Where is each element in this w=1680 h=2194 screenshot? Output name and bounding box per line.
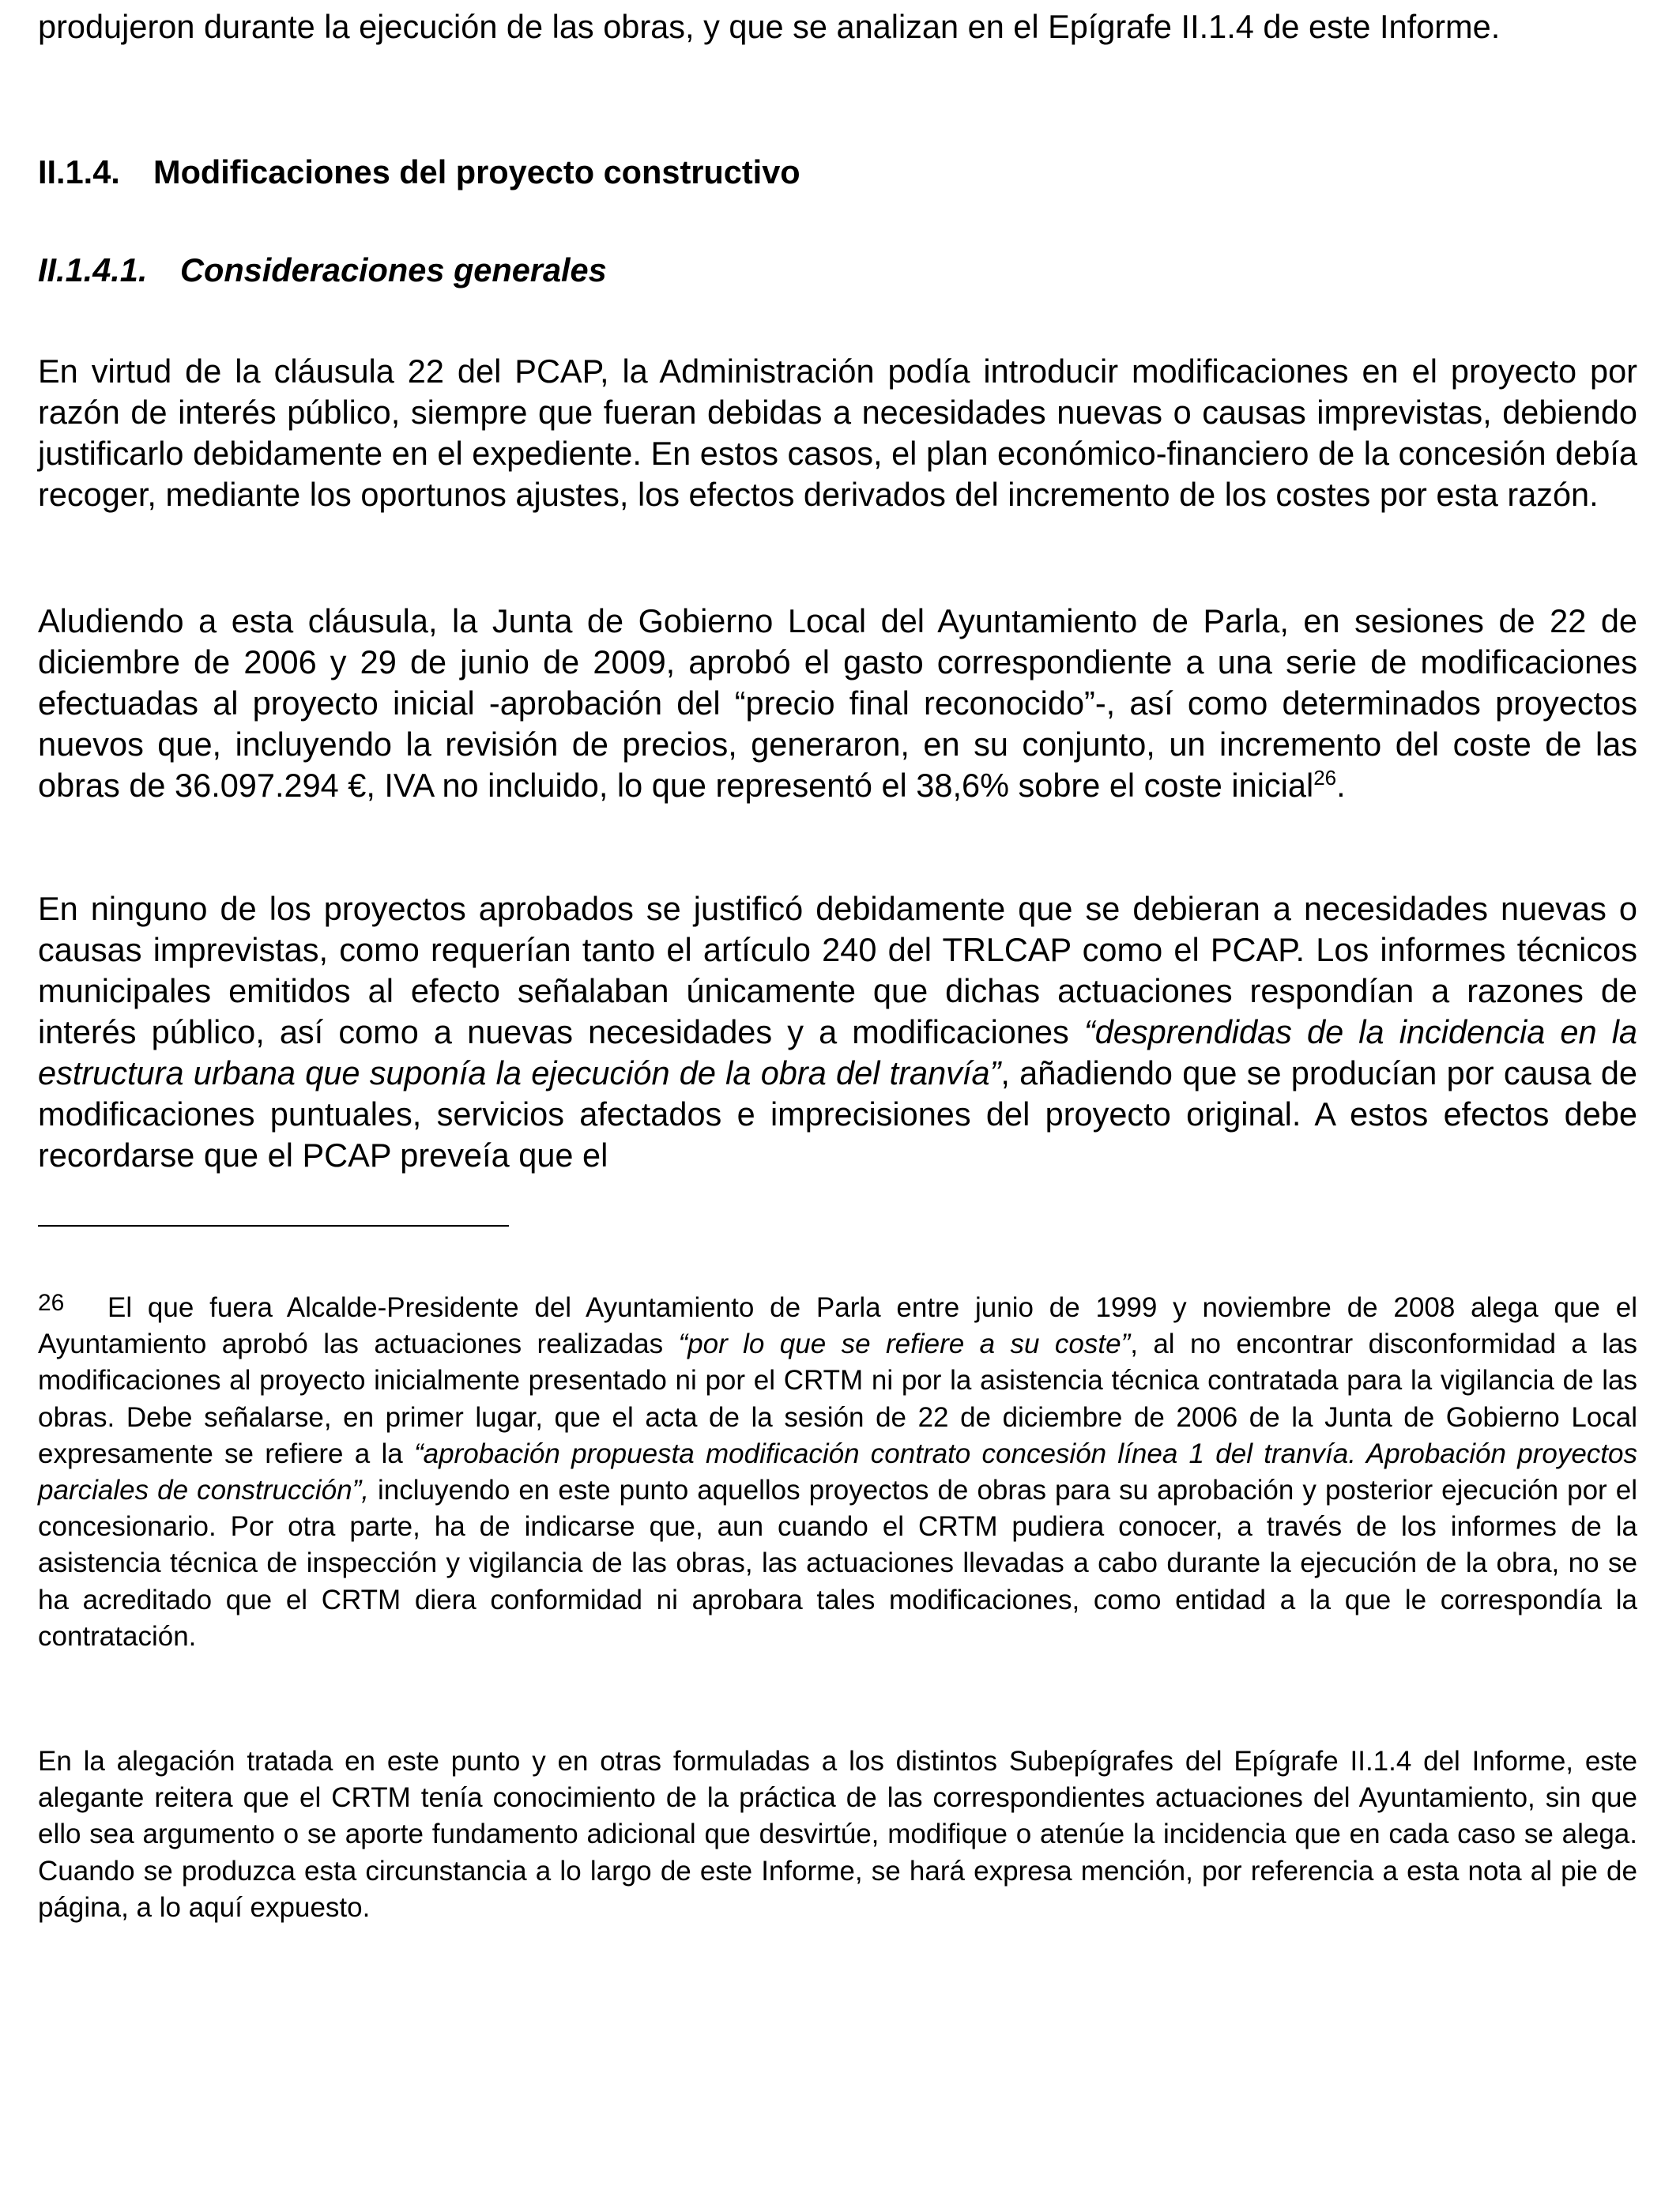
paragraph-3 bbox=[38, 888, 1637, 1176]
footnote-quote-1: “por lo que se refiere a su coste” bbox=[678, 1329, 1131, 1360]
paragraph-2 bbox=[38, 601, 1637, 806]
paragraph-1: En virtud de la cláusula 22 del PCAP, la Administración podía introducir modificaciones en el proyecto por razón de interés público, siempre que fueran debidas a necesidades nuevas o causas imprevistas, debiendo justificarlo debidamente en el expediente. En estos casos, el plan económico-financiero de la concesión debía recoger, mediante los oportunos ajustes, los efectos derivados del incremento de los costes por esta razón. bbox=[38, 352, 1637, 513]
paragraph-2-end: . bbox=[1336, 767, 1346, 804]
subsection-number: II.1.4.1. bbox=[38, 251, 148, 288]
paragraph-2-text: Aludiendo a esta cláusula, la Junta de Gobierno Local del Ayuntamiento de Parla, en sesiones de 22 de diciembre de 2006 y 29 de junio de 2009, aprobó el gasto correspondiente a una serie de modificaciones efectuadas al proyecto inicial -aprobación del “precio final reconocido”-, así como determinados proyectos nuevos que, incluyendo la revisión de precios, generaron, en su conjunto, un incremento del coste de las obras de 36.097.294 €, IVA no incluido, lo que representó el 38,6% sobre el coste inicial bbox=[38, 602, 1637, 804]
paragraph-3-text-b: , añadiendo que se producían por causa de modificaciones puntuales, servicios afectados e imprecisiones del proyecto original. A estos efectos debe recordarse que el PCAP preveía que el bbox=[38, 1054, 1638, 1174]
subsection-heading bbox=[38, 250, 1637, 291]
paragraph-3-quote: “desprendidas de la incidencia en la estructura urbana que suponía la ejecución de la obra del tranvía” bbox=[38, 1013, 1637, 1091]
section-title: Modificaciones del proyecto constructivo bbox=[153, 153, 800, 190]
footnote-marker: 26 bbox=[38, 1290, 65, 1316]
footnote-reference[interactable]: 26 bbox=[1313, 766, 1337, 790]
footnote-separator bbox=[38, 1225, 509, 1227]
footnote-text-b: , al no encontrar disconformidad a las modificaciones al proyecto inicialmente presentado ni por el CRTM ni por la asistencia técnica contratada para la vigilancia de las obras. Debe señalarse, en primer lugar, que el acta de la sesión de 22 de diciembre de 2006 de la Junta de Gobierno Local expresamente se refiere a la bbox=[38, 1329, 1637, 1469]
footnote-26-continued: En la alegación tratada en este punto y en otras formuladas a los distintos Subepígrafes del Epígrafe II.1.4 del Informe, este alegante reitera que el CRTM tenía conocimiento de la práctica de las correspondientes actuaciones del Ayuntamiento, sin que ello sea argumento o se aporte fundamento adicional que desvirtúe, modifique o atenúe la incidencia que en cada caso se alega. Cuando se produzca esta circunstancia a lo largo de este Informe, se hará expresa mención, por referencia a esta nota al pie de página, a lo aquí expuesto. bbox=[38, 1746, 1637, 1923]
paragraph-3-text-a: En ninguno de los proyectos aprobados se justificó debidamente que se debieran a necesidades nuevas o causas imprevistas, como requerían tanto el artículo 240 del TRLCAP como el PCAP. Los informes técnicos municipales emitidos al efecto señalaban únicamente que dichas actuaciones respondían a razones de interés público, así como a nuevas necesidades y a modificaciones bbox=[38, 890, 1637, 1050]
footnote-26 bbox=[38, 1290, 1637, 1655]
subsection-title: Consideraciones generales bbox=[180, 251, 607, 288]
footnote-text-a: El que fuera Alcalde-Presidente del Ayuntamiento de Parla entre junio de 1999 y noviembre de 2008 alega que el Ayuntamiento aprobó las actuaciones realizadas bbox=[38, 1292, 1637, 1360]
continuation-paragraph: produjeron durante la ejecución de las obras, y que se analizan en el Epígrafe II.1.4 de este Informe. bbox=[38, 8, 1501, 45]
footnote-quote-2: “aprobación propuesta modificación contrato concesión línea 1 del tranvía. Aprobación proyectos parciales de construcción”, bbox=[38, 1438, 1637, 1506]
section-heading bbox=[38, 152, 1637, 193]
section-number: II.1.4. bbox=[38, 153, 120, 190]
footnote-text-c: incluyendo en este punto aquellos proyectos de obras para su aprobación y posterior ejecución por el concesionario. Por otra parte, ha de indicarse que, aun cuando el CRTM pudiera conocer, a través de los informes de la asistencia técnica de inspección y vigilancia de las obras, las actuaciones llevadas a cabo durante la ejecución de la obra, no se ha acreditado que el CRTM diera conformidad ni aprobara tales modificaciones, como entidad a la que le correspondía la contratación. bbox=[38, 1475, 1637, 1652]
